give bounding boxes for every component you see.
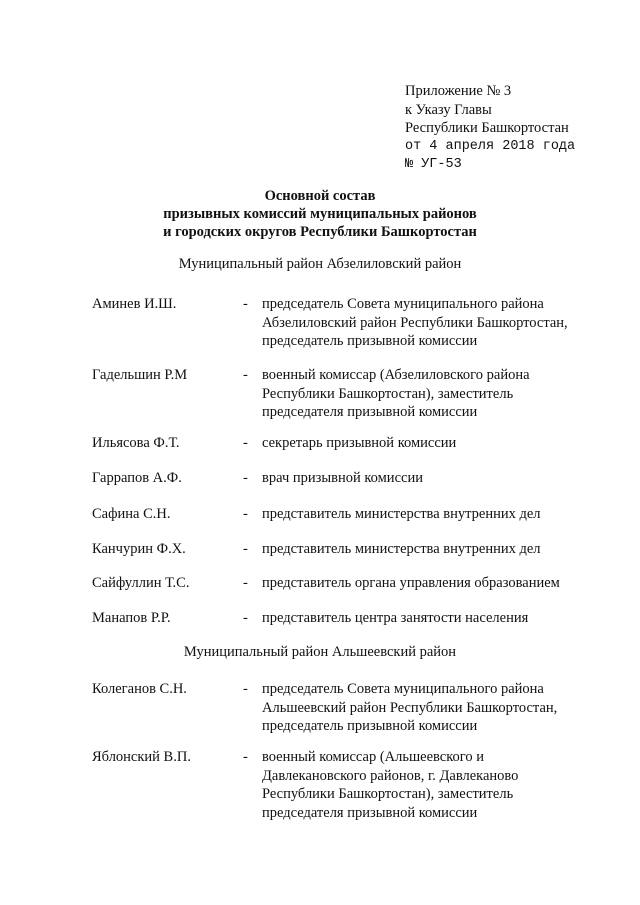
title-line-2: призывных комиссий муниципальных районов — [163, 206, 477, 222]
member-dash: - — [243, 749, 248, 765]
member-dash: - — [243, 367, 248, 383]
member-role: военный комиссар (Абзелиловского района Республики Башкортостан), заместитель председателя призывной комиссии — [262, 367, 530, 420]
appendix-number: Приложение № 3 — [405, 83, 512, 99]
appendix-decree-number: № УГ-53 — [405, 157, 462, 172]
member-name: Колеганов С.Н. — [92, 681, 187, 697]
member-dash: - — [243, 470, 248, 486]
member-name: Яблонский В.П. — [92, 749, 191, 765]
appendix-date: от 4 апреля 2018 года — [405, 138, 576, 154]
member-dash: - — [243, 435, 248, 451]
district-heading-alsheevsky: Муниципальный район Альшеевский район — [183, 644, 457, 660]
title-line-3: и городских округов Республики Башкортостан — [163, 224, 477, 240]
member-dash: - — [243, 610, 248, 626]
member-role: представитель министерства внутренних дел — [262, 506, 541, 522]
member-name: Гаррапов А.Ф. — [92, 470, 182, 486]
member-role: представитель министерства внутренних дел — [262, 541, 541, 557]
appendix-block — [405, 82, 575, 175]
member-dash: - — [243, 575, 248, 591]
member-role: военный комиссар (Альшеевского и Давлекановского районов, г. Давлеканово Республики Башкортостан), заместитель председателя призывной комиссии — [262, 749, 519, 821]
appendix-decree: к Указу Главы — [405, 101, 492, 118]
member-role: председатель Совета муниципального района Альшеевский район Республики Башкортостан, председатель призывной комиссии — [262, 681, 558, 734]
member-dash: - — [243, 506, 248, 522]
member-name: Канчурин Ф.Х. — [92, 541, 186, 557]
member-dash: - — [243, 681, 248, 697]
member-dash: - — [243, 541, 248, 557]
member-role: представитель центра занятости населения — [262, 610, 529, 626]
member-role: секретарь призывной комиссии — [262, 435, 457, 451]
member-role: представитель органа управления образованием — [262, 575, 560, 591]
document-title — [0, 187, 640, 241]
member-name: Ильясова Ф.Т. — [92, 435, 180, 451]
member-role: председатель Совета муниципального района Абзелиловский район Республики Башкортостан, председатель призывной комиссии — [262, 296, 568, 349]
appendix-republic: Республики Башкортостан — [405, 120, 569, 136]
member-name: Гадельшин Р.М — [92, 367, 188, 383]
member-name: Аминев И.Ш. — [92, 296, 177, 312]
member-name: Манапов Р.Р. — [92, 610, 171, 626]
district-heading-abzelilovsky: Муниципальный район Абзелиловский район — [178, 256, 462, 272]
title-line-1: Основной состав — [264, 188, 376, 204]
member-role: врач призывной комиссии — [262, 470, 423, 486]
member-name: Сайфуллин Т.С. — [92, 575, 190, 591]
member-name: Сафина С.Н. — [92, 506, 171, 522]
member-dash: - — [243, 296, 248, 312]
